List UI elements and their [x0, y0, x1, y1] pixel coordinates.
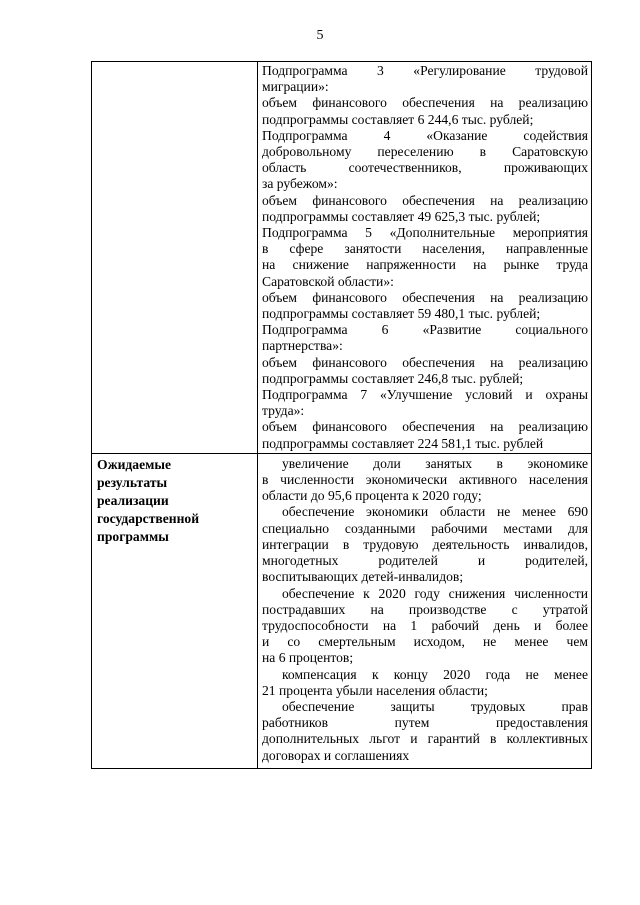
text-line: специально созданными рабочими местами для	[262, 520, 588, 536]
text-line: Подпрограмма 3 «Регулирование трудовой	[262, 63, 588, 78]
text-line: подпрограммы составляет 59 480,1 тыс. рублей;	[262, 306, 541, 322]
text-line: работников путем предоставления	[262, 715, 588, 731]
text-line: на 6 процентов;	[262, 650, 354, 666]
text-line: область соотечественников, проживающих	[262, 160, 588, 176]
text-line: компенсация к концу 2020 года не менее	[282, 666, 588, 682]
text-line: объем финансового обеспечения на реализацию	[262, 419, 588, 435]
row-label-line: программы	[97, 528, 169, 544]
row-label-line: государственной	[97, 510, 200, 526]
text-line: на снижение напряженности на рынке труда	[262, 257, 588, 273]
text-line: трудоспособности на 1 рабочий день и более	[262, 617, 588, 633]
table-row-expected-results	[92, 453, 592, 768]
text-line: подпрограммы составляет 49 625,3 тыс. рублей;	[262, 208, 541, 224]
text-line: обеспечение экономики области не менее 690	[282, 504, 588, 520]
text-line: пострадавших на производстве с утратой	[262, 601, 588, 617]
text-line: обеспечение защиты трудовых прав	[282, 698, 588, 714]
text-line: увеличение доли занятых в экономике	[282, 455, 588, 471]
table-cell-empty-label	[92, 62, 258, 454]
text-line: обеспечение к 2020 году снижения численности	[282, 585, 588, 601]
text-line: объем финансового обеспечения на реализацию	[262, 354, 588, 370]
page-number: 5	[316, 28, 324, 43]
text-line: воспитывающих детей-инвалидов;	[262, 569, 464, 585]
text-line: за рубежом»:	[262, 176, 338, 192]
row-label-line: Ожидаемые	[97, 456, 172, 472]
text-line: Подпрограмма 6 «Развитие социального	[262, 322, 588, 338]
table-cell-results-text	[258, 453, 592, 768]
table-cell-results-label	[92, 453, 258, 768]
text-line: Подпрограмма 5 «Дополнительные мероприятия	[262, 225, 588, 241]
text-line: труда»:	[262, 403, 305, 419]
text-line: объем финансового обеспечения на реализацию	[262, 289, 588, 305]
table-cell-subprograms-funding	[258, 62, 592, 454]
text-line: в численности экономически активного населения	[262, 472, 588, 488]
row-label-line: результаты	[97, 474, 168, 490]
text-line: дополнительных льгот и гарантий в коллективных	[262, 731, 588, 747]
text-line: Саратовской области»:	[262, 273, 394, 289]
text-line: области до 95,6 процента к 2020 году;	[262, 488, 482, 504]
table-row-subprograms	[92, 62, 592, 454]
text-line: подпрограммы составляет 246,8 тыс. рублей;	[262, 370, 524, 386]
text-line: в сфере занятости населения, направленные	[262, 241, 588, 257]
text-line: подпрограммы составляет 6 244,6 тыс. рублей;	[262, 111, 534, 127]
row-label-line: реализации	[97, 492, 169, 508]
text-line: объем финансового обеспечения на реализацию	[262, 192, 588, 208]
text-line: многодетных родителей и родителей,	[262, 553, 588, 569]
text-line: добровольному переселению в Саратовскую	[262, 144, 588, 160]
text-line: и со смертельным исходом, не менее чем	[262, 634, 588, 650]
text-line: подпрограммы составляет 224 581,1 тыс. рублей	[262, 435, 544, 451]
text-line: договорах и соглашениях	[262, 747, 410, 763]
text-line: Подпрограмма 7 «Улучшение условий и охраны	[262, 387, 588, 403]
text-line: Подпрограмма 4 «Оказание содействия	[262, 127, 588, 143]
text-line: партнерства»:	[262, 338, 343, 354]
program-passport-table	[91, 61, 592, 769]
text-line: миграции»:	[262, 79, 329, 95]
text-line: интеграции в трудовую деятельность инвалидов,	[262, 536, 588, 552]
text-line: 21 процента убыли населения области;	[262, 682, 488, 698]
text-line: объем финансового обеспечения на реализацию	[262, 95, 588, 111]
